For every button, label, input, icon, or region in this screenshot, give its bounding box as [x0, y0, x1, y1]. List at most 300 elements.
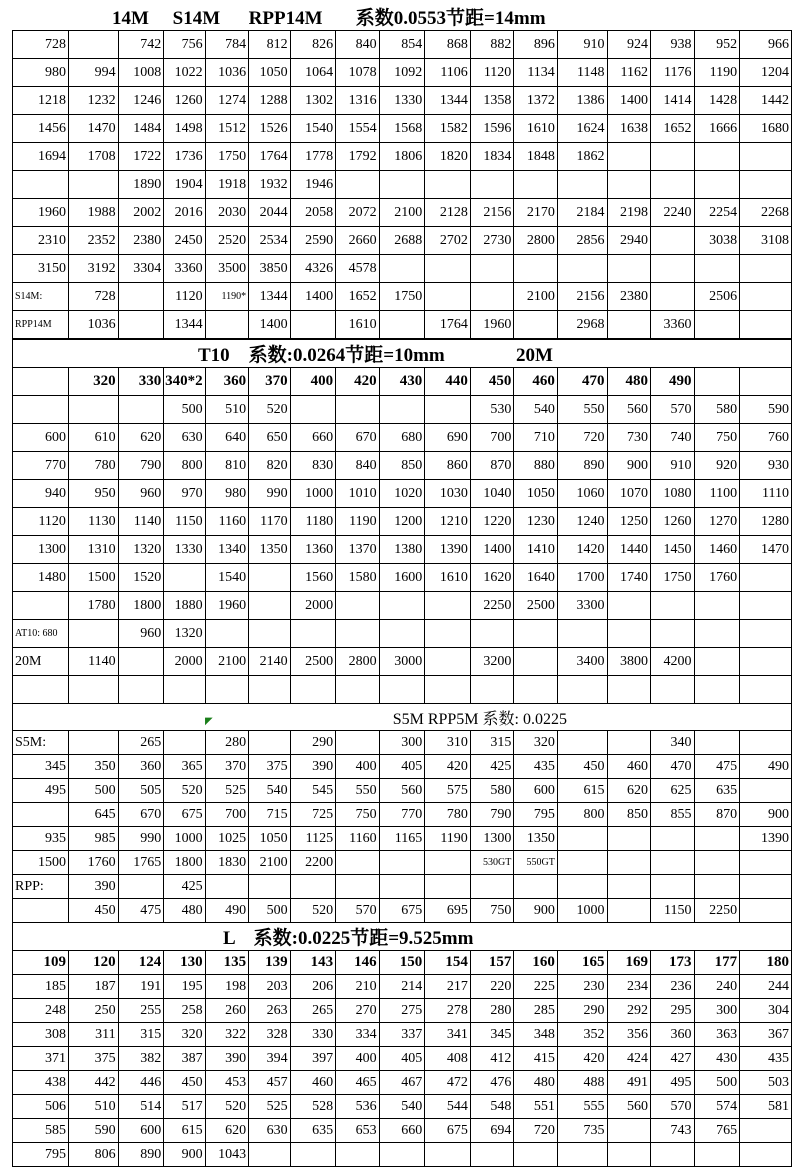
table-cell[interactable]: 160	[514, 951, 558, 975]
table-cell[interactable]: 1960	[470, 311, 514, 339]
table-cell[interactable]: 157	[470, 951, 514, 975]
table-cell[interactable]	[651, 875, 695, 899]
table-cell[interactable]: 1300	[470, 827, 514, 851]
table-cell[interactable]: 550	[336, 779, 380, 803]
table-cell[interactable]: 4326	[290, 255, 336, 283]
table-cell[interactable]: 1765	[118, 851, 164, 875]
table-cell[interactable]	[740, 875, 792, 899]
table-cell[interactable]: 735	[557, 1119, 607, 1143]
table-cell[interactable]: 1760	[694, 564, 740, 592]
table-cell[interactable]	[336, 171, 380, 199]
table-cell[interactable]: 924	[607, 31, 651, 59]
table-cell[interactable]: 1390	[740, 827, 792, 851]
table-cell[interactable]: 124	[118, 951, 164, 975]
table-cell[interactable]: 2352	[68, 227, 118, 255]
table-cell[interactable]: 1620	[470, 564, 514, 592]
table-cell[interactable]: 397	[290, 1047, 336, 1071]
table-cell[interactable]: 154	[425, 951, 471, 975]
table-cell[interactable]: 1988	[68, 199, 118, 227]
table-cell[interactable]: 2254	[694, 199, 740, 227]
table-cell[interactable]: 1750	[379, 283, 425, 311]
table-cell[interactable]: 2380	[607, 283, 651, 311]
table-cell[interactable]: 1780	[68, 592, 118, 620]
table-cell[interactable]: 280	[205, 731, 249, 755]
table-cell[interactable]: 581	[740, 1095, 792, 1119]
table-cell[interactable]: 670	[336, 424, 380, 452]
table-cell[interactable]: 1300	[13, 536, 69, 564]
table-cell[interactable]: 525	[205, 779, 249, 803]
table-cell[interactable]: 467	[379, 1071, 425, 1095]
table-cell[interactable]: 570	[651, 1095, 695, 1119]
table-cell[interactable]: 1078	[336, 59, 380, 87]
table-cell[interactable]: 850	[379, 452, 425, 480]
table-cell[interactable]: 206	[290, 975, 336, 999]
table-cell[interactable]: 275	[379, 999, 425, 1023]
table-cell[interactable]: 265	[290, 999, 336, 1023]
table-cell[interactable]: 620	[205, 1119, 249, 1143]
table-cell[interactable]: 590	[68, 1119, 118, 1143]
table-cell[interactable]	[425, 676, 471, 704]
table-cell[interactable]: 1092	[379, 59, 425, 87]
table-cell[interactable]	[514, 676, 558, 704]
table-cell[interactable]: 1000	[557, 899, 607, 923]
table-cell[interactable]: 191	[118, 975, 164, 999]
table-cell[interactable]: 1890	[118, 171, 164, 199]
table-cell[interactable]	[694, 1143, 740, 1167]
table-cell[interactable]: 460	[514, 368, 558, 396]
table-cell[interactable]	[740, 171, 792, 199]
table-cell[interactable]: 1456	[13, 115, 69, 143]
table-cell[interactable]: 854	[379, 31, 425, 59]
table-cell[interactable]	[694, 851, 740, 875]
table-cell[interactable]: 375	[249, 755, 290, 779]
table-cell[interactable]	[425, 396, 471, 424]
table-cell[interactable]: 390	[290, 755, 336, 779]
table-cell[interactable]: 2800	[336, 648, 380, 676]
table-cell[interactable]: 812	[249, 31, 290, 59]
table-cell[interactable]: 255	[118, 999, 164, 1023]
table-cell[interactable]: 560	[379, 779, 425, 803]
table-cell[interactable]: 994	[68, 59, 118, 87]
table-cell[interactable]: 1280	[740, 508, 792, 536]
table-cell[interactable]	[290, 620, 336, 648]
table-cell[interactable]: 220	[470, 975, 514, 999]
table-cell[interactable]	[379, 311, 425, 339]
table-cell[interactable]: 1740	[607, 564, 651, 592]
table-cell[interactable]	[164, 731, 205, 755]
table-cell[interactable]: 2016	[164, 199, 205, 227]
table-cell[interactable]: 1652	[651, 115, 695, 143]
table-cell[interactable]: 1820	[425, 143, 471, 171]
table-cell[interactable]: 1302	[290, 87, 336, 115]
table-cell[interactable]: 425	[470, 755, 514, 779]
table-cell[interactable]: 2002	[118, 199, 164, 227]
table-cell[interactable]: 150	[379, 951, 425, 975]
table-cell[interactable]: 315	[118, 1023, 164, 1047]
table-cell[interactable]: 2140	[249, 648, 290, 676]
table-cell[interactable]: 1260	[164, 87, 205, 115]
table-cell[interactable]: 363	[694, 1023, 740, 1047]
table-cell[interactable]: 345	[470, 1023, 514, 1047]
table-cell[interactable]: 135	[205, 951, 249, 975]
table-cell[interactable]: 980	[13, 59, 69, 87]
table-cell[interactable]: 540	[379, 1095, 425, 1119]
table-cell[interactable]: 645	[68, 803, 118, 827]
table-cell[interactable]: 430	[694, 1047, 740, 1071]
table-cell[interactable]: 3850	[249, 255, 290, 283]
table-cell[interactable]: 720	[514, 1119, 558, 1143]
table-cell[interactable]: 1880	[164, 592, 205, 620]
table-cell[interactable]: 278	[425, 999, 471, 1023]
table-cell[interactable]: 1946	[290, 171, 336, 199]
table-cell[interactable]: 585	[13, 1119, 69, 1143]
table-cell[interactable]: 1470	[68, 115, 118, 143]
table-cell[interactable]: 720	[557, 424, 607, 452]
table-cell[interactable]: 442	[68, 1071, 118, 1095]
table-cell[interactable]: 1560	[290, 564, 336, 592]
table-cell[interactable]: 470	[651, 755, 695, 779]
table-cell[interactable]: 450	[557, 755, 607, 779]
table-cell[interactable]	[470, 620, 514, 648]
table-cell[interactable]	[249, 875, 290, 899]
table-cell[interactable]: 2534	[249, 227, 290, 255]
table-cell[interactable]: 2000	[290, 592, 336, 620]
table-cell[interactable]: 935	[13, 827, 69, 851]
table-cell[interactable]: 2450	[164, 227, 205, 255]
table-cell[interactable]: 1210	[425, 508, 471, 536]
table-cell[interactable]	[68, 171, 118, 199]
table-cell[interactable]: 352	[557, 1023, 607, 1047]
table-cell[interactable]: 270	[336, 999, 380, 1023]
table-cell[interactable]: 460	[607, 755, 651, 779]
table-cell[interactable]: 203	[249, 975, 290, 999]
table-cell[interactable]: 1918	[205, 171, 249, 199]
table-cell[interactable]	[205, 620, 249, 648]
table-cell[interactable]: 510	[205, 396, 249, 424]
table-cell[interactable]: 415	[514, 1047, 558, 1071]
table-cell[interactable]: 308	[13, 1023, 69, 1047]
table-cell[interactable]: 1624	[557, 115, 607, 143]
table-cell[interactable]: 742	[118, 31, 164, 59]
table-cell[interactable]: 882	[470, 31, 514, 59]
table-cell[interactable]	[694, 171, 740, 199]
table-cell[interactable]: 2240	[651, 199, 695, 227]
table-cell[interactable]: 555	[557, 1095, 607, 1119]
table-cell[interactable]	[607, 851, 651, 875]
table-cell[interactable]: 630	[249, 1119, 290, 1143]
table-cell[interactable]: 360	[118, 755, 164, 779]
table-cell[interactable]: 250	[68, 999, 118, 1023]
table-cell[interactable]: 460	[290, 1071, 336, 1095]
table-cell[interactable]	[607, 592, 651, 620]
table-cell[interactable]: 1036	[205, 59, 249, 87]
table-cell[interactable]	[607, 676, 651, 704]
table-cell[interactable]: 1040	[470, 480, 514, 508]
table-cell[interactable]: 3800	[607, 648, 651, 676]
table-cell[interactable]: 1190	[694, 59, 740, 87]
table-cell[interactable]: 570	[651, 396, 695, 424]
table-cell[interactable]: 165	[557, 951, 607, 975]
table-cell[interactable]: 770	[13, 452, 69, 480]
table-cell[interactable]	[514, 171, 558, 199]
table-cell[interactable]: 1176	[651, 59, 695, 87]
table-cell[interactable]: 790	[118, 452, 164, 480]
table-cell[interactable]: 952	[694, 31, 740, 59]
table-cell[interactable]: 480	[164, 899, 205, 923]
table-cell[interactable]: 491	[607, 1071, 651, 1095]
table-cell[interactable]: 387	[164, 1047, 205, 1071]
table-cell[interactable]: RPP:	[13, 875, 69, 899]
table-cell[interactable]: 356	[607, 1023, 651, 1047]
table-cell[interactable]: 4200	[651, 648, 695, 676]
table-cell[interactable]: 1390	[425, 536, 471, 564]
table-cell[interactable]: 770	[379, 803, 425, 827]
table-cell[interactable]: 560	[607, 396, 651, 424]
table-cell[interactable]: 1792	[336, 143, 380, 171]
table-cell[interactable]: 420	[336, 368, 380, 396]
table-cell[interactable]: 580	[694, 396, 740, 424]
table-cell[interactable]	[651, 227, 695, 255]
table-cell[interactable]	[425, 592, 471, 620]
table-cell[interactable]	[118, 283, 164, 311]
table-cell[interactable]	[379, 255, 425, 283]
table-cell[interactable]: 1400	[607, 87, 651, 115]
table-cell[interactable]: 1030	[425, 480, 471, 508]
table-cell[interactable]: 1350	[514, 827, 558, 851]
table-cell[interactable]	[290, 875, 336, 899]
table-cell[interactable]: 495	[651, 1071, 695, 1095]
table-cell[interactable]: 446	[118, 1071, 164, 1095]
table-cell[interactable]	[205, 311, 249, 339]
table-cell[interactable]	[118, 648, 164, 676]
table-cell[interactable]: 615	[164, 1119, 205, 1143]
table-cell[interactable]: 653	[336, 1119, 380, 1143]
table-cell[interactable]: 548	[470, 1095, 514, 1119]
table-cell[interactable]	[740, 143, 792, 171]
table-cell[interactable]: 2500	[290, 648, 336, 676]
table-cell[interactable]: 1750	[205, 143, 249, 171]
table-cell[interactable]	[13, 396, 69, 424]
table-cell[interactable]: 260	[205, 999, 249, 1023]
table-cell[interactable]: 2968	[557, 311, 607, 339]
table-cell[interactable]: 1760	[68, 851, 118, 875]
table-cell[interactable]: 820	[249, 452, 290, 480]
table-cell[interactable]: 1344	[164, 311, 205, 339]
table-cell[interactable]: 610	[68, 424, 118, 452]
table-cell[interactable]: 475	[694, 755, 740, 779]
table-cell[interactable]	[607, 1143, 651, 1167]
table-cell[interactable]: 520	[290, 899, 336, 923]
table-cell[interactable]: 300	[379, 731, 425, 755]
table-cell[interactable]: 420	[557, 1047, 607, 1071]
table-cell[interactable]	[470, 171, 514, 199]
table-cell[interactable]: 475	[118, 899, 164, 923]
table-cell[interactable]	[470, 283, 514, 311]
table-cell[interactable]: 177	[694, 951, 740, 975]
table-cell[interactable]: 880	[514, 452, 558, 480]
table-cell[interactable]	[13, 368, 69, 396]
table-cell[interactable]: 300	[694, 999, 740, 1023]
table-cell[interactable]: 2940	[607, 227, 651, 255]
table-cell[interactable]: 506	[13, 1095, 69, 1119]
table-cell[interactable]: 1160	[205, 508, 249, 536]
table-cell[interactable]	[379, 851, 425, 875]
table-cell[interactable]: 1498	[164, 115, 205, 143]
table-cell[interactable]	[249, 731, 290, 755]
table-cell[interactable]: 490	[740, 755, 792, 779]
table-cell[interactable]: 528	[290, 1095, 336, 1119]
table-cell[interactable]: 322	[205, 1023, 249, 1047]
table-cell[interactable]: 320	[68, 368, 118, 396]
table-cell[interactable]: 1694	[13, 143, 69, 171]
table-cell[interactable]: 210	[336, 975, 380, 999]
table-cell[interactable]: 3360	[164, 255, 205, 283]
table-cell[interactable]	[425, 171, 471, 199]
table-cell[interactable]: 1010	[336, 480, 380, 508]
table-cell[interactable]	[607, 827, 651, 851]
table-cell[interactable]: 590	[740, 396, 792, 424]
table-cell[interactable]	[740, 283, 792, 311]
table-cell[interactable]: 2100	[249, 851, 290, 875]
table-cell[interactable]	[740, 564, 792, 592]
table-cell[interactable]: 600	[118, 1119, 164, 1143]
table-cell[interactable]: 457	[249, 1071, 290, 1095]
table-cell[interactable]: 1270	[694, 508, 740, 536]
table-cell[interactable]: 143	[290, 951, 336, 975]
table-cell[interactable]: 2310	[13, 227, 69, 255]
table-cell[interactable]	[425, 620, 471, 648]
table-cell[interactable]: 2156	[470, 199, 514, 227]
table-cell[interactable]: 1610	[336, 311, 380, 339]
table-cell[interactable]: 1420	[557, 536, 607, 564]
table-cell[interactable]	[651, 143, 695, 171]
table-cell[interactable]: 3400	[557, 648, 607, 676]
table-cell[interactable]: 3500	[205, 255, 249, 283]
table-cell[interactable]: 1180	[290, 508, 336, 536]
table-cell[interactable]	[13, 803, 69, 827]
table-cell[interactable]: 1120	[13, 508, 69, 536]
table-cell[interactable]	[607, 731, 651, 755]
table-cell[interactable]: 280	[470, 999, 514, 1023]
table-cell[interactable]: 490	[651, 368, 695, 396]
table-cell[interactable]: 1540	[290, 115, 336, 143]
table-cell[interactable]: 1638	[607, 115, 651, 143]
table-cell[interactable]	[379, 1143, 425, 1167]
table-cell[interactable]: 500	[249, 899, 290, 923]
table-cell[interactable]: 700	[205, 803, 249, 827]
table-cell[interactable]	[164, 564, 205, 592]
table-cell[interactable]: 311	[68, 1023, 118, 1047]
table-cell[interactable]: 795	[514, 803, 558, 827]
table-cell[interactable]: 570	[336, 899, 380, 923]
table-cell[interactable]: 1288	[249, 87, 290, 115]
table-cell[interactable]: 1358	[470, 87, 514, 115]
table-cell[interactable]: 490	[205, 899, 249, 923]
table-cell[interactable]: 2156	[557, 283, 607, 311]
table-cell[interactable]: 1106	[425, 59, 471, 87]
table-cell[interactable]: 1834	[470, 143, 514, 171]
table-cell[interactable]	[651, 851, 695, 875]
table-cell[interactable]: 435	[740, 1047, 792, 1071]
table-cell[interactable]: 760	[740, 424, 792, 452]
table-cell[interactable]: 780	[425, 803, 471, 827]
table-cell[interactable]: 310	[425, 731, 471, 755]
table-cell[interactable]: 365	[164, 755, 205, 779]
table-cell[interactable]: 1218	[13, 87, 69, 115]
table-cell[interactable]	[557, 827, 607, 851]
table-cell[interactable]: 985	[68, 827, 118, 851]
table-cell[interactable]: 1764	[249, 143, 290, 171]
table-cell[interactable]: 146	[336, 951, 380, 975]
table-cell[interactable]	[470, 255, 514, 283]
table-cell[interactable]: 670	[118, 803, 164, 827]
table-cell[interactable]: 2856	[557, 227, 607, 255]
table-cell[interactable]	[694, 731, 740, 755]
table-cell[interactable]: 214	[379, 975, 425, 999]
table-cell[interactable]: 345	[13, 755, 69, 779]
table-cell[interactable]	[694, 311, 740, 339]
table-cell[interactable]: 1036	[68, 311, 118, 339]
table-cell[interactable]: 910	[557, 31, 607, 59]
table-cell[interactable]: 341	[425, 1023, 471, 1047]
table-cell[interactable]: 350	[68, 755, 118, 779]
table-cell[interactable]	[13, 899, 69, 923]
table-cell[interactable]	[379, 875, 425, 899]
table-cell[interactable]: 950	[68, 480, 118, 508]
table-cell[interactable]: 514	[118, 1095, 164, 1119]
table-cell[interactable]: 2800	[514, 227, 558, 255]
table-cell[interactable]	[68, 676, 118, 704]
table-cell[interactable]: 2200	[290, 851, 336, 875]
table-cell[interactable]: 625	[651, 779, 695, 803]
table-cell[interactable]: 1442	[740, 87, 792, 115]
table-cell[interactable]: 806	[68, 1143, 118, 1167]
table-cell[interactable]: 3300	[557, 592, 607, 620]
table-cell[interactable]: 1652	[336, 283, 380, 311]
table-cell[interactable]	[118, 676, 164, 704]
table-cell[interactable]: 1512	[205, 115, 249, 143]
table-cell[interactable]: 1370	[336, 536, 380, 564]
table-cell[interactable]	[740, 592, 792, 620]
table-cell[interactable]: 896	[514, 31, 558, 59]
table-cell[interactable]: 450	[68, 899, 118, 923]
table-cell[interactable]: 1960	[13, 199, 69, 227]
table-cell[interactable]: 540	[249, 779, 290, 803]
table-cell[interactable]: 1000	[290, 480, 336, 508]
table-cell[interactable]	[740, 779, 792, 803]
table-cell[interactable]: 1125	[290, 827, 336, 851]
table-cell[interactable]: 244	[740, 975, 792, 999]
table-cell[interactable]: 990	[249, 480, 290, 508]
table-cell[interactable]: 3200	[470, 648, 514, 676]
table-cell[interactable]	[68, 620, 118, 648]
table-cell[interactable]: 195	[164, 975, 205, 999]
table-cell[interactable]: 1450	[651, 536, 695, 564]
table-cell[interactable]: 1320	[118, 536, 164, 564]
table-cell[interactable]: 1414	[651, 87, 695, 115]
table-cell[interactable]	[557, 1143, 607, 1167]
table-cell[interactable]	[290, 676, 336, 704]
table-cell[interactable]	[607, 311, 651, 339]
table-cell[interactable]	[557, 255, 607, 283]
table-cell[interactable]	[425, 851, 471, 875]
table-cell[interactable]: 680	[379, 424, 425, 452]
table-cell[interactable]: 3108	[740, 227, 792, 255]
table-cell[interactable]	[607, 171, 651, 199]
table-cell[interactable]: 2128	[425, 199, 471, 227]
table-cell[interactable]: 304	[740, 999, 792, 1023]
table-cell[interactable]	[379, 396, 425, 424]
